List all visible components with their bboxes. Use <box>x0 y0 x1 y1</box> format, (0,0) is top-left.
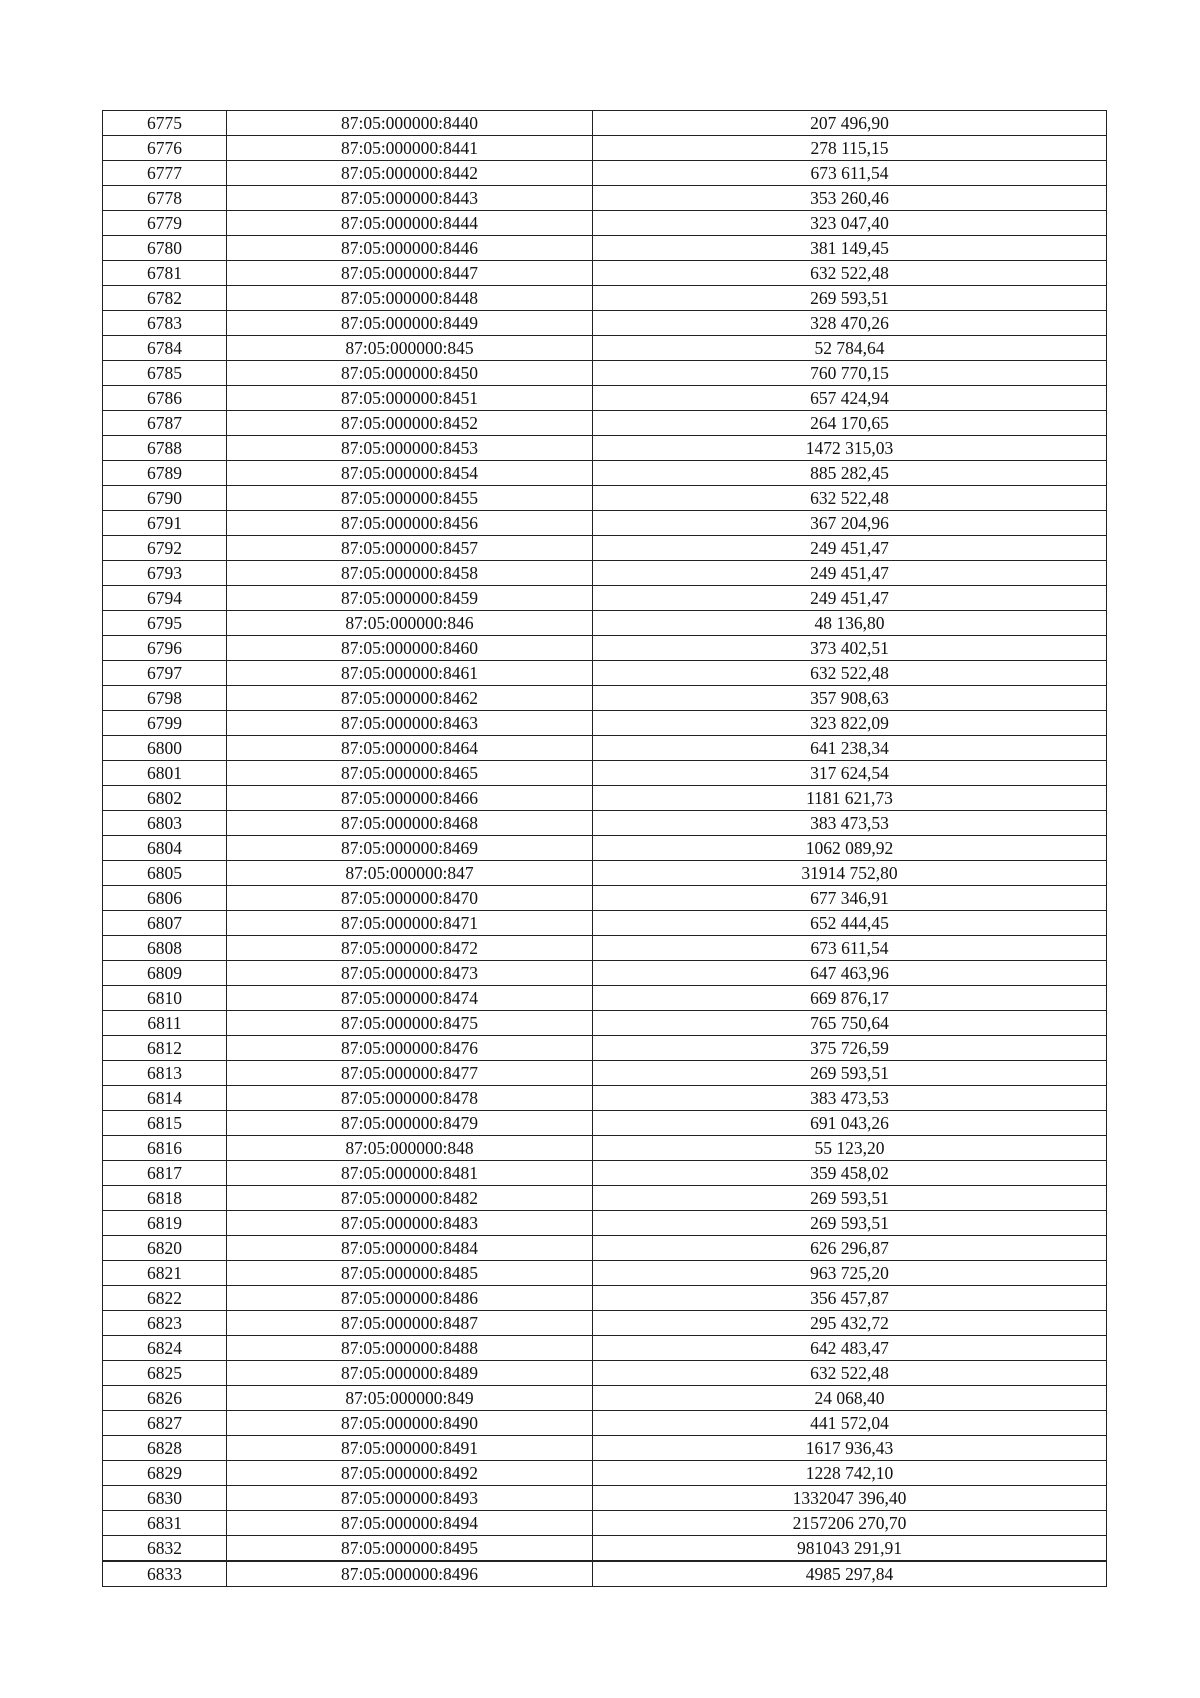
cadastral-number-cell: 87:05:000000:8471 <box>227 911 593 936</box>
row-number-cell: 6791 <box>103 511 227 536</box>
row-number-cell: 6824 <box>103 1336 227 1361</box>
cadastral-value-cell: 981043 291,91 <box>593 1536 1107 1562</box>
cadastral-value-cell: 1062 089,92 <box>593 836 1107 861</box>
cadastral-number-cell: 87:05:000000:8495 <box>227 1536 593 1562</box>
cadastral-number-cell: 87:05:000000:8442 <box>227 161 593 186</box>
cadastral-value-cell: 359 458,02 <box>593 1161 1107 1186</box>
cadastral-value-cell: 323 047,40 <box>593 211 1107 236</box>
cadastral-number-cell: 87:05:000000:8468 <box>227 811 593 836</box>
cadastral-number-cell: 87:05:000000:8459 <box>227 586 593 611</box>
row-number-cell: 6792 <box>103 536 227 561</box>
row-number-cell: 6833 <box>103 1561 227 1587</box>
row-number-cell: 6779 <box>103 211 227 236</box>
table-row <box>103 1211 1107 1236</box>
cadastral-number-cell: 87:05:000000:8443 <box>227 186 593 211</box>
row-number-cell: 6797 <box>103 661 227 686</box>
table-row <box>103 1061 1107 1086</box>
cadastral-value-cell: 673 611,54 <box>593 161 1107 186</box>
table-row <box>103 586 1107 611</box>
row-number-cell: 6817 <box>103 1161 227 1186</box>
row-number-cell: 6801 <box>103 761 227 786</box>
cadastral-number-cell: 87:05:000000:8484 <box>227 1236 593 1261</box>
cadastral-value-table <box>102 110 1107 1587</box>
cadastral-value-cell: 295 432,72 <box>593 1311 1107 1336</box>
cadastral-value-cell: 1332047 396,40 <box>593 1486 1107 1511</box>
table-row <box>103 411 1107 436</box>
table-row <box>103 861 1107 886</box>
row-number-cell: 6794 <box>103 586 227 611</box>
table-row <box>103 1136 1107 1161</box>
row-number-cell: 6818 <box>103 1186 227 1211</box>
table-row <box>103 461 1107 486</box>
row-number-cell: 6829 <box>103 1461 227 1486</box>
row-number-cell: 6805 <box>103 861 227 886</box>
row-number-cell: 6775 <box>103 111 227 136</box>
row-number-cell: 6802 <box>103 786 227 811</box>
cadastral-value-cell: 4985 297,84 <box>593 1561 1107 1587</box>
table-row <box>103 986 1107 1011</box>
cadastral-value-cell: 2157206 270,70 <box>593 1511 1107 1536</box>
table-row <box>103 1086 1107 1111</box>
cadastral-number-cell: 87:05:000000:8482 <box>227 1186 593 1211</box>
cadastral-value-cell: 632 522,48 <box>593 486 1107 511</box>
table-row <box>103 1261 1107 1286</box>
table-row <box>103 186 1107 211</box>
cadastral-number-cell: 87:05:000000:846 <box>227 611 593 636</box>
cadastral-value-cell: 24 068,40 <box>593 1386 1107 1411</box>
cadastral-number-cell: 87:05:000000:8496 <box>227 1561 593 1587</box>
row-number-cell: 6814 <box>103 1086 227 1111</box>
row-number-cell: 6821 <box>103 1261 227 1286</box>
row-number-cell: 6778 <box>103 186 227 211</box>
cadastral-value-cell: 31914 752,80 <box>593 861 1107 886</box>
row-number-cell: 6785 <box>103 361 227 386</box>
cadastral-number-cell: 87:05:000000:8490 <box>227 1411 593 1436</box>
cadastral-number-cell: 87:05:000000:8455 <box>227 486 593 511</box>
table-row <box>103 211 1107 236</box>
table-row <box>103 1161 1107 1186</box>
cadastral-value-cell: 632 522,48 <box>593 661 1107 686</box>
cadastral-number-cell: 87:05:000000:8460 <box>227 636 593 661</box>
row-number-cell: 6796 <box>103 636 227 661</box>
table-row <box>103 636 1107 661</box>
cadastral-number-cell: 87:05:000000:8476 <box>227 1036 593 1061</box>
cadastral-value-cell: 641 238,34 <box>593 736 1107 761</box>
cadastral-value-cell: 48 136,80 <box>593 611 1107 636</box>
table-row <box>103 111 1107 136</box>
cadastral-value-cell: 317 624,54 <box>593 761 1107 786</box>
cadastral-number-cell: 87:05:000000:8449 <box>227 311 593 336</box>
cadastral-value-cell: 632 522,48 <box>593 261 1107 286</box>
row-number-cell: 6808 <box>103 936 227 961</box>
row-number-cell: 6811 <box>103 1011 227 1036</box>
cadastral-value-cell: 269 593,51 <box>593 1211 1107 1236</box>
row-number-cell: 6790 <box>103 486 227 511</box>
table-row <box>103 711 1107 736</box>
cadastral-number-cell: 87:05:000000:8462 <box>227 686 593 711</box>
table-row <box>103 436 1107 461</box>
table-row <box>103 1561 1107 1587</box>
table-row <box>103 1011 1107 1036</box>
row-number-cell: 6831 <box>103 1511 227 1536</box>
row-number-cell: 6783 <box>103 311 227 336</box>
table-row <box>103 336 1107 361</box>
cadastral-number-cell: 87:05:000000:8464 <box>227 736 593 761</box>
table-row <box>103 911 1107 936</box>
cadastral-number-cell: 87:05:000000:8485 <box>227 1261 593 1286</box>
table-row <box>103 736 1107 761</box>
table-row <box>103 686 1107 711</box>
cadastral-value-cell: 383 473,53 <box>593 811 1107 836</box>
cadastral-value-cell: 1228 742,10 <box>593 1461 1107 1486</box>
table-row <box>103 1311 1107 1336</box>
cadastral-value-cell: 691 043,26 <box>593 1111 1107 1136</box>
row-number-cell: 6786 <box>103 386 227 411</box>
cadastral-number-cell: 87:05:000000:8452 <box>227 411 593 436</box>
cadastral-value-cell: 269 593,51 <box>593 286 1107 311</box>
cadastral-number-cell: 87:05:000000:8456 <box>227 511 593 536</box>
row-number-cell: 6777 <box>103 161 227 186</box>
cadastral-number-cell: 87:05:000000:8488 <box>227 1336 593 1361</box>
row-number-cell: 6826 <box>103 1386 227 1411</box>
table-row <box>103 386 1107 411</box>
table-row <box>103 1461 1107 1486</box>
cadastral-value-cell: 1181 621,73 <box>593 786 1107 811</box>
cadastral-value-cell: 353 260,46 <box>593 186 1107 211</box>
cadastral-number-cell: 87:05:000000:8470 <box>227 886 593 911</box>
table-row <box>103 1436 1107 1461</box>
row-number-cell: 6830 <box>103 1486 227 1511</box>
cadastral-value-cell: 249 451,47 <box>593 586 1107 611</box>
table-row <box>103 1411 1107 1436</box>
table-row <box>103 1511 1107 1536</box>
cadastral-value-cell: 642 483,47 <box>593 1336 1107 1361</box>
cadastral-number-cell: 87:05:000000:8446 <box>227 236 593 261</box>
cadastral-value-cell: 264 170,65 <box>593 411 1107 436</box>
cadastral-value-cell: 357 908,63 <box>593 686 1107 711</box>
cadastral-number-cell: 87:05:000000:8465 <box>227 761 593 786</box>
row-number-cell: 6800 <box>103 736 227 761</box>
row-number-cell: 6781 <box>103 261 227 286</box>
row-number-cell: 6822 <box>103 1286 227 1311</box>
cadastral-value-cell: 632 522,48 <box>593 1361 1107 1386</box>
cadastral-number-cell: 87:05:000000:845 <box>227 336 593 361</box>
cadastral-number-cell: 87:05:000000:8461 <box>227 661 593 686</box>
cadastral-value-cell: 269 593,51 <box>593 1186 1107 1211</box>
row-number-cell: 6798 <box>103 686 227 711</box>
table-row <box>103 836 1107 861</box>
cadastral-value-cell: 55 123,20 <box>593 1136 1107 1161</box>
cadastral-value-cell: 626 296,87 <box>593 1236 1107 1261</box>
row-number-cell: 6819 <box>103 1211 227 1236</box>
cadastral-number-cell: 87:05:000000:8492 <box>227 1461 593 1486</box>
cadastral-number-cell: 87:05:000000:8447 <box>227 261 593 286</box>
cadastral-number-cell: 87:05:000000:8478 <box>227 1086 593 1111</box>
table-row <box>103 1536 1107 1562</box>
table-body <box>103 111 1107 1587</box>
table-row <box>103 936 1107 961</box>
row-number-cell: 6804 <box>103 836 227 861</box>
table-row <box>103 1036 1107 1061</box>
cadastral-number-cell: 87:05:000000:8469 <box>227 836 593 861</box>
table-row <box>103 761 1107 786</box>
cadastral-number-cell: 87:05:000000:8479 <box>227 1111 593 1136</box>
cadastral-value-cell: 52 784,64 <box>593 336 1107 361</box>
cadastral-value-cell: 657 424,94 <box>593 386 1107 411</box>
row-number-cell: 6823 <box>103 1311 227 1336</box>
table-row <box>103 311 1107 336</box>
row-number-cell: 6816 <box>103 1136 227 1161</box>
cadastral-number-cell: 87:05:000000:8483 <box>227 1211 593 1236</box>
row-number-cell: 6828 <box>103 1436 227 1461</box>
cadastral-number-cell: 87:05:000000:848 <box>227 1136 593 1161</box>
table-row <box>103 536 1107 561</box>
cadastral-value-cell: 669 876,17 <box>593 986 1107 1011</box>
cadastral-value-cell: 963 725,20 <box>593 1261 1107 1286</box>
cadastral-number-cell: 87:05:000000:8453 <box>227 436 593 461</box>
row-number-cell: 6793 <box>103 561 227 586</box>
cadastral-number-cell: 87:05:000000:8451 <box>227 386 593 411</box>
table-row <box>103 286 1107 311</box>
cadastral-number-cell: 87:05:000000:8441 <box>227 136 593 161</box>
row-number-cell: 6827 <box>103 1411 227 1436</box>
row-number-cell: 6832 <box>103 1536 227 1562</box>
cadastral-number-cell: 87:05:000000:8491 <box>227 1436 593 1461</box>
cadastral-number-cell: 87:05:000000:8475 <box>227 1011 593 1036</box>
table-row <box>103 1111 1107 1136</box>
table-row <box>103 1236 1107 1261</box>
table-row <box>103 511 1107 536</box>
table-row <box>103 1486 1107 1511</box>
row-number-cell: 6780 <box>103 236 227 261</box>
cadastral-number-cell: 87:05:000000:8463 <box>227 711 593 736</box>
cadastral-number-cell: 87:05:000000:8444 <box>227 211 593 236</box>
cadastral-value-cell: 249 451,47 <box>593 561 1107 586</box>
table-row <box>103 886 1107 911</box>
cadastral-value-cell: 381 149,45 <box>593 236 1107 261</box>
cadastral-number-cell: 87:05:000000:8494 <box>227 1511 593 1536</box>
cadastral-value-cell: 278 115,15 <box>593 136 1107 161</box>
cadastral-number-cell: 87:05:000000:8450 <box>227 361 593 386</box>
table-row <box>103 161 1107 186</box>
table-row <box>103 1386 1107 1411</box>
cadastral-value-cell: 367 204,96 <box>593 511 1107 536</box>
cadastral-number-cell: 87:05:000000:8472 <box>227 936 593 961</box>
table-row <box>103 961 1107 986</box>
table-row <box>103 1336 1107 1361</box>
cadastral-number-cell: 87:05:000000:8486 <box>227 1286 593 1311</box>
row-number-cell: 6813 <box>103 1061 227 1086</box>
row-number-cell: 6820 <box>103 1236 227 1261</box>
table-row <box>103 1186 1107 1211</box>
row-number-cell: 6825 <box>103 1361 227 1386</box>
table-row <box>103 561 1107 586</box>
table-row <box>103 786 1107 811</box>
cadastral-number-cell: 87:05:000000:8473 <box>227 961 593 986</box>
table-row <box>103 811 1107 836</box>
table-row <box>103 611 1107 636</box>
cadastral-value-cell: 269 593,51 <box>593 1061 1107 1086</box>
table-row <box>103 661 1107 686</box>
cadastral-value-cell: 765 750,64 <box>593 1011 1107 1036</box>
cadastral-number-cell: 87:05:000000:8481 <box>227 1161 593 1186</box>
cadastral-value-cell: 323 822,09 <box>593 711 1107 736</box>
row-number-cell: 6784 <box>103 336 227 361</box>
cadastral-number-cell: 87:05:000000:847 <box>227 861 593 886</box>
table-row <box>103 136 1107 161</box>
cadastral-value-cell: 356 457,87 <box>593 1286 1107 1311</box>
cadastral-number-cell: 87:05:000000:8474 <box>227 986 593 1011</box>
table-row <box>103 1361 1107 1386</box>
cadastral-value-cell: 328 470,26 <box>593 311 1107 336</box>
cadastral-value-cell: 383 473,53 <box>593 1086 1107 1111</box>
cadastral-value-cell: 375 726,59 <box>593 1036 1107 1061</box>
cadastral-value-cell: 885 282,45 <box>593 461 1107 486</box>
cadastral-value-cell: 677 346,91 <box>593 886 1107 911</box>
cadastral-value-cell: 1617 936,43 <box>593 1436 1107 1461</box>
table-row <box>103 361 1107 386</box>
row-number-cell: 6795 <box>103 611 227 636</box>
cadastral-value-cell: 760 770,15 <box>593 361 1107 386</box>
cadastral-value-cell: 647 463,96 <box>593 961 1107 986</box>
cadastral-number-cell: 87:05:000000:8454 <box>227 461 593 486</box>
row-number-cell: 6807 <box>103 911 227 936</box>
cadastral-number-cell: 87:05:000000:8489 <box>227 1361 593 1386</box>
row-number-cell: 6809 <box>103 961 227 986</box>
cadastral-number-cell: 87:05:000000:8440 <box>227 111 593 136</box>
cadastral-number-cell: 87:05:000000:849 <box>227 1386 593 1411</box>
table-row <box>103 486 1107 511</box>
cadastral-value-cell: 1472 315,03 <box>593 436 1107 461</box>
table-row <box>103 236 1107 261</box>
row-number-cell: 6815 <box>103 1111 227 1136</box>
table-row <box>103 261 1107 286</box>
cadastral-number-cell: 87:05:000000:8487 <box>227 1311 593 1336</box>
cadastral-value-cell: 673 611,54 <box>593 936 1107 961</box>
row-number-cell: 6787 <box>103 411 227 436</box>
cadastral-number-cell: 87:05:000000:8466 <box>227 786 593 811</box>
row-number-cell: 6812 <box>103 1036 227 1061</box>
row-number-cell: 6806 <box>103 886 227 911</box>
row-number-cell: 6803 <box>103 811 227 836</box>
cadastral-value-cell: 441 572,04 <box>593 1411 1107 1436</box>
cadastral-number-cell: 87:05:000000:8493 <box>227 1486 593 1511</box>
row-number-cell: 6776 <box>103 136 227 161</box>
cadastral-number-cell: 87:05:000000:8477 <box>227 1061 593 1086</box>
row-number-cell: 6799 <box>103 711 227 736</box>
table-row <box>103 1286 1107 1311</box>
cadastral-value-cell: 249 451,47 <box>593 536 1107 561</box>
cadastral-number-cell: 87:05:000000:8457 <box>227 536 593 561</box>
cadastral-number-cell: 87:05:000000:8458 <box>227 561 593 586</box>
row-number-cell: 6810 <box>103 986 227 1011</box>
row-number-cell: 6789 <box>103 461 227 486</box>
cadastral-value-cell: 652 444,45 <box>593 911 1107 936</box>
cadastral-value-cell: 207 496,90 <box>593 111 1107 136</box>
cadastral-value-cell: 373 402,51 <box>593 636 1107 661</box>
row-number-cell: 6788 <box>103 436 227 461</box>
cadastral-number-cell: 87:05:000000:8448 <box>227 286 593 311</box>
row-number-cell: 6782 <box>103 286 227 311</box>
